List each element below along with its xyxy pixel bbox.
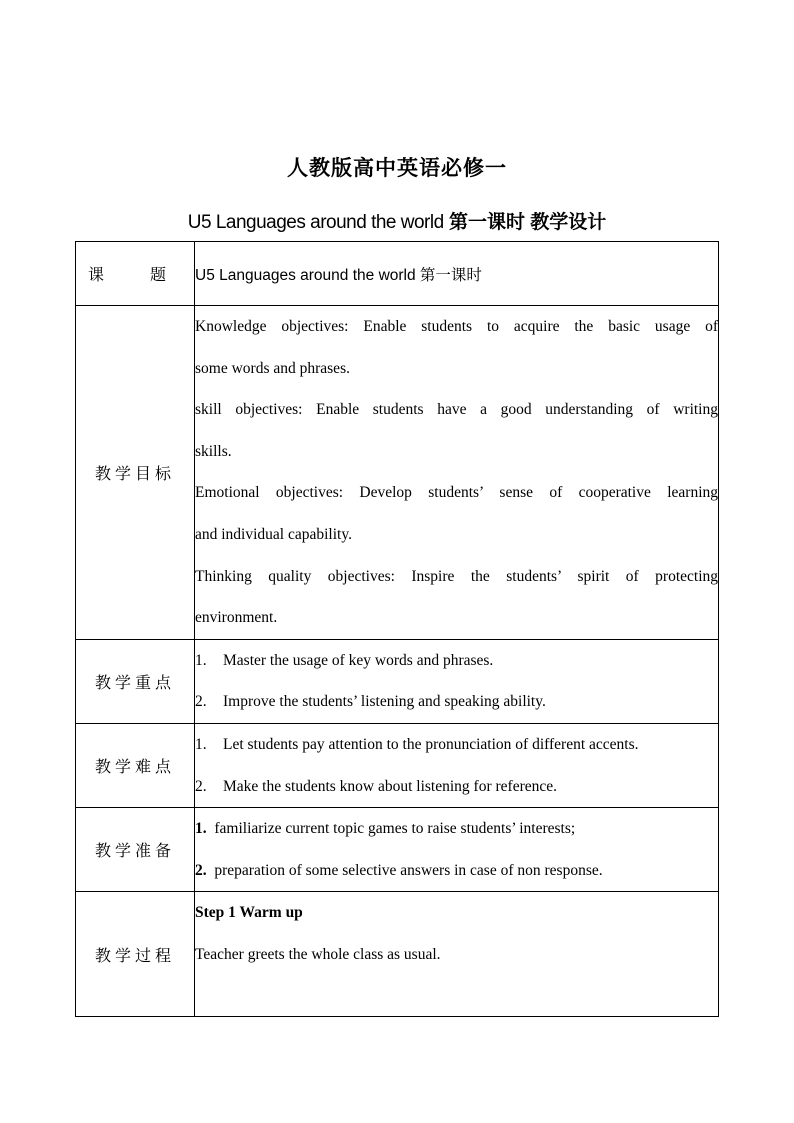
objectives-content (195, 306, 719, 640)
label-topic-char-2: 题 (149, 265, 166, 284)
row-topic (76, 242, 719, 306)
item-text: Master the usage of key words and phrases. (223, 651, 494, 669)
list-item (195, 681, 718, 723)
item-text: Let students pay attention to the pronunciation of different accents. (223, 735, 639, 753)
objectives-line: Thinking quality objectives: Inspire the students’ spirit of protecting (195, 567, 718, 585)
step-title: Step 1 Warm up (195, 904, 303, 922)
item-number: 1. (195, 735, 207, 753)
document-title: 人教版高中英语必修一 (287, 156, 507, 180)
item-text: familiarize current topic games to raise students’ interests; (214, 820, 576, 838)
subtitle-chinese: 第一课时 教学设计 (448, 212, 607, 233)
process-content (195, 892, 719, 1017)
label-key-points: 教学重点 (76, 639, 195, 723)
topic-value: U5 Languages around the world 第一课时 (195, 242, 719, 306)
label-preparation: 教学准备 (76, 808, 195, 892)
label-process: 教学过程 (76, 892, 195, 1017)
item-number: 2. (195, 693, 207, 711)
row-preparation (76, 808, 719, 892)
objectives-line: some words and phrases. (195, 359, 350, 377)
objectives-line: skills. (195, 442, 232, 460)
row-objectives (76, 306, 719, 640)
item-number: 1. (195, 651, 207, 669)
key-points-content (195, 639, 719, 723)
list-item (195, 724, 718, 766)
item-number: 1. (195, 820, 207, 838)
item-text: Make the students know about listening for reference. (223, 777, 558, 795)
objectives-line: environment. (195, 609, 278, 627)
label-difficulties: 教学难点 (76, 723, 195, 807)
label-objectives: 教学目标 (76, 306, 195, 640)
process-text: Teacher greets the whole class as usual. (195, 945, 441, 963)
lesson-plan-table (75, 241, 719, 1017)
row-process (76, 892, 719, 1017)
item-number: 2. (195, 777, 207, 795)
list-item (195, 766, 718, 808)
document-subtitle (0, 207, 794, 234)
label-topic (76, 242, 195, 306)
objectives-line: Emotional objectives: Develop students’ sense of cooperative learning (195, 484, 718, 502)
preparation-content (195, 808, 719, 892)
difficulties-content (195, 723, 719, 807)
item-number: 2. (195, 861, 207, 879)
objectives-line: skill objectives: Enable students have a good understanding of writing (195, 401, 718, 419)
label-topic-char-1: 课 (88, 265, 105, 284)
subtitle-english: U5 Languages around the world (187, 212, 444, 233)
row-difficulties (76, 723, 719, 807)
objectives-line: Knowledge objectives: Enable students to acquire the basic usage of (195, 318, 718, 335)
item-text: preparation of some selective answers in case of non response. (214, 861, 603, 879)
list-item (195, 808, 718, 850)
item-text: Improve the students’ listening and speaking ability. (223, 693, 546, 711)
row-key-points (76, 639, 719, 723)
list-item (195, 640, 718, 682)
list-item (195, 850, 718, 892)
objectives-line: and individual capability. (195, 525, 352, 543)
